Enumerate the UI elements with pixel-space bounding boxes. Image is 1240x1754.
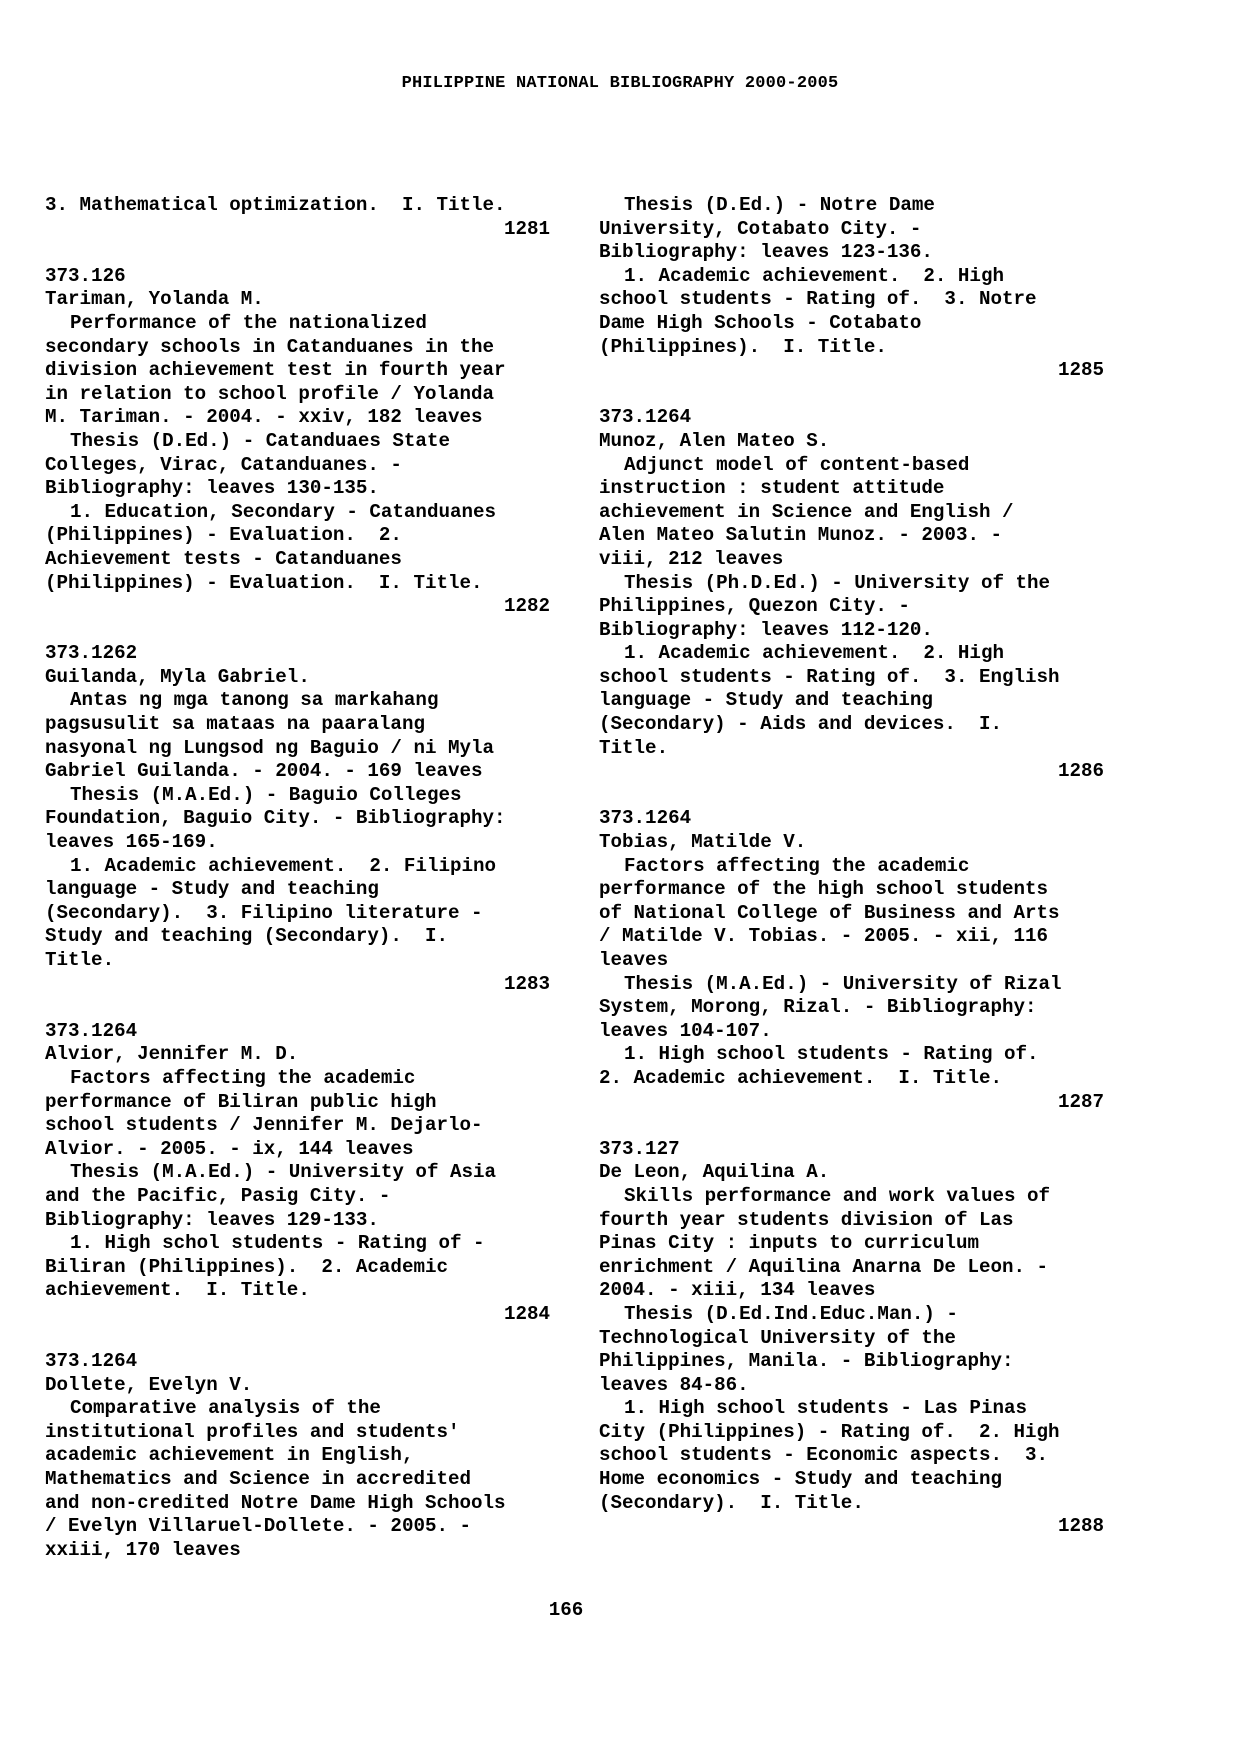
entry-line: (Philippines). I. Title. <box>599 335 887 358</box>
entry-line: in relation to school profile / Yolanda <box>45 382 495 405</box>
entry-line: University, Cotabato City. - <box>599 217 922 240</box>
entry-line: leaves <box>599 949 669 971</box>
entry-number: 1288 <box>1057 1515 1104 1538</box>
entry-line: (Philippines) - Evaluation. I. Title. <box>45 571 483 594</box>
bibliography-entry <box>45 1020 550 1327</box>
entry-line: 373.1264 <box>599 807 692 830</box>
entry-line: Pinas City : inputs to curriculum <box>599 1232 979 1255</box>
entry-line: Alvior, Jennifer M. D. <box>45 1043 299 1066</box>
entry-line: Thesis (D.Ed.) - Catanduaes State <box>70 429 450 452</box>
entry-line: 373.1262 <box>45 642 138 665</box>
entry-line: 1. Academic achievement. 2. High <box>624 642 1004 665</box>
entry-line: Bibliography: leaves 129-133. <box>45 1208 379 1231</box>
entry-line: City (Philippines) - Rating of. 2. High <box>599 1420 1060 1443</box>
entry-line: Alen Mateo Salutin Munoz. - 2003. - <box>599 524 1003 547</box>
entry-line: Thesis (Ph.D.Ed.) - University of the <box>624 571 1051 594</box>
entry-line: leaves 84-86. <box>599 1373 749 1396</box>
entry-line: Philippines, Manila. - Bibliography: <box>599 1350 1014 1373</box>
entry-line: and non-credited Notre Dame High Schools <box>45 1491 506 1514</box>
entry-line: Performance of the nationalized <box>70 311 427 334</box>
entry-line: 2. Academic achievement. I. Title. <box>599 1066 1003 1089</box>
entry-number: 1283 <box>503 972 550 995</box>
entry-line: M. Tariman. - 2004. - xxiv, 182 leaves <box>45 406 483 429</box>
entry-number: 1281 <box>503 217 550 240</box>
entry-line: and the Pacific, Pasig City. - <box>45 1184 391 1207</box>
entry-line: Achievement tests - Catanduanes <box>45 547 402 570</box>
entry-number: 1284 <box>503 1302 550 1325</box>
entry-line: Biliran (Philippines). 2. Academic <box>45 1255 449 1278</box>
entry-line: 1. High school students - Las Pinas <box>624 1397 1028 1420</box>
entry-line: Thesis (M.A.Ed.) - University of Rizal <box>624 972 1062 995</box>
page-header: PHILIPPINE NATIONAL BIBLIOGRAPHY 2000-2005 <box>401 74 839 93</box>
entry-line: System, Morong, Rizal. - Bibliography: <box>599 996 1037 1019</box>
entry-line: 3. Mathematical optimization. I. Title. <box>45 194 506 216</box>
entry-line: school students - Rating of. 3. Notre <box>599 288 1037 311</box>
entry-line: Skills performance and work values of <box>624 1184 1051 1207</box>
entry-line: division achievement test in fourth year <box>45 359 506 382</box>
entry-line: Munoz, Alen Mateo S. <box>599 429 830 452</box>
bibliography-entry <box>45 1350 550 1562</box>
entry-line: enrichment / Aquilina Anarna De Leon. - <box>599 1255 1049 1278</box>
left-column <box>45 194 550 1562</box>
entry-line: Factors affecting the academic <box>70 1066 416 1089</box>
entry-line: (Philippines) - Evaluation. 2. <box>45 524 402 547</box>
entry-line: Thesis (M.A.Ed.) - University of Asia <box>70 1161 497 1184</box>
entry-line: Mathematics and Science in accredited <box>45 1468 472 1491</box>
entry-line: school students - Economic aspects. 3. <box>599 1444 1049 1467</box>
right-column <box>599 194 1104 1539</box>
entry-line: performance of Biliran public high <box>45 1090 437 1113</box>
entry-line: Factors affecting the academic <box>624 854 970 877</box>
entry-line: (Secondary). 3. Filipino literature - <box>45 901 483 924</box>
entry-line: xxiii, 170 leaves <box>45 1538 241 1561</box>
page-number: 166 <box>548 1599 584 1621</box>
entry-line: Bibliography: leaves 112-120. <box>599 618 933 641</box>
entry-line: school students / Jennifer M. Dejarlo- <box>45 1114 483 1137</box>
entry-line: Tobias, Matilde V. <box>599 831 807 854</box>
entry-line: Thesis (M.A.Ed.) - Baguio Colleges <box>70 783 462 806</box>
entry-line: 1. Academic achievement. 2. Filipino <box>70 854 497 877</box>
entry-line: 1. Education, Secondary - Catanduanes <box>70 500 497 523</box>
entry-line: (Secondary). I. Title. <box>599 1491 864 1514</box>
entry-line: Alvior. - 2005. - ix, 144 leaves <box>45 1137 414 1160</box>
entry-line: language - Study and teaching <box>599 689 933 712</box>
entry-line: Adjunct model of content-based <box>624 453 970 476</box>
entry-line: performance of the high school students <box>599 878 1049 901</box>
entry-line: leaves 165-169. <box>45 831 218 854</box>
entry-number: 1287 <box>1057 1090 1104 1113</box>
entry-line: Tariman, Yolanda M. <box>45 288 264 311</box>
entry-line: Technological University of the <box>599 1326 956 1349</box>
entry-line: Dame High Schools - Cotabato <box>599 311 922 334</box>
entry-line: nasyonal ng Lungsod ng Baguio / ni Myla <box>45 736 495 759</box>
entry-line: / Matilde V. Tobias. - 2005. - xii, 116 <box>599 925 1049 948</box>
entry-line: Study and teaching (Secondary). I. <box>45 925 449 948</box>
entry-line: institutional profiles and students' <box>45 1420 460 1443</box>
entry-line: Thesis (D.Ed.Ind.Educ.Man.) - <box>624 1302 958 1325</box>
entry-line: De Leon, Aquilina A. <box>599 1161 830 1184</box>
entry-line: 2004. - xiii, 134 leaves <box>599 1279 876 1302</box>
entry-line: Thesis (D.Ed.) - Notre Dame <box>624 194 935 216</box>
bibliography-entry <box>45 194 550 241</box>
entry-line: language - Study and teaching <box>45 878 379 901</box>
entry-line: 373.1264 <box>599 406 692 429</box>
entry-line: 373.127 <box>599 1137 680 1160</box>
entry-line: 1. High school students - Rating of. <box>624 1043 1039 1066</box>
entry-number: 1286 <box>1057 760 1104 783</box>
entry-line: Philippines, Quezon City. - <box>599 595 910 618</box>
entry-line: secondary schools in Catanduanes in the <box>45 335 495 358</box>
bibliography-entry <box>45 265 550 619</box>
bibliography-entry <box>599 406 1104 784</box>
entry-line: achievement. I. Title. <box>45 1279 310 1302</box>
entry-line: of National College of Business and Arts <box>599 901 1060 924</box>
entry-line: 373.1264 <box>45 1019 138 1042</box>
entry-line: Guilanda, Myla Gabriel. <box>45 665 310 688</box>
entry-line: viii, 212 leaves <box>599 547 784 570</box>
entry-number: 1282 <box>503 595 550 618</box>
entry-line: Dollete, Evelyn V. <box>45 1373 253 1396</box>
entry-line: Comparative analysis of the <box>70 1397 381 1420</box>
entry-line: Gabriel Guilanda. - 2004. - 169 leaves <box>45 760 483 783</box>
bibliography-entry <box>599 807 1104 1114</box>
entry-line: Title. <box>599 736 669 759</box>
entry-line: / Evelyn Villaruel-Dollete. - 2005. - <box>45 1515 472 1538</box>
entry-line: Antas ng mga tanong sa markahang <box>70 689 439 712</box>
entry-line: Bibliography: leaves 123-136. <box>599 241 933 264</box>
entry-line: 373.1264 <box>45 1350 138 1373</box>
entry-line: Title. <box>45 949 115 971</box>
entry-line: achievement in Science and English / <box>599 500 1014 523</box>
entry-line: leaves 104-107. <box>599 1019 772 1042</box>
entry-line: pagsusulit sa mataas na paaralang <box>45 713 425 736</box>
entry-line: (Secondary) - Aids and devices. I. <box>599 713 1003 736</box>
entry-line: academic achievement in English, <box>45 1444 414 1467</box>
bibliography-entry <box>599 194 1104 383</box>
entry-line: 373.126 <box>45 264 126 287</box>
entry-line: fourth year students division of Las <box>599 1208 1014 1231</box>
entry-number: 1285 <box>1057 359 1104 382</box>
bibliography-entry <box>599 1138 1104 1539</box>
entry-line: 1. Academic achievement. 2. High <box>624 264 1004 287</box>
bibliography-entry <box>45 642 550 996</box>
entry-line: Bibliography: leaves 130-135. <box>45 477 379 500</box>
entry-line: Foundation, Baguio City. - Bibliography: <box>45 807 506 830</box>
entry-line: 1. High schol students - Rating of - <box>70 1232 485 1255</box>
entry-line: Colleges, Virac, Catanduanes. - <box>45 453 402 476</box>
entry-line: Home economics - Study and teaching <box>599 1468 1003 1491</box>
entry-line: instruction : student attitude <box>599 477 945 500</box>
entry-line: school students - Rating of. 3. English <box>599 665 1060 688</box>
